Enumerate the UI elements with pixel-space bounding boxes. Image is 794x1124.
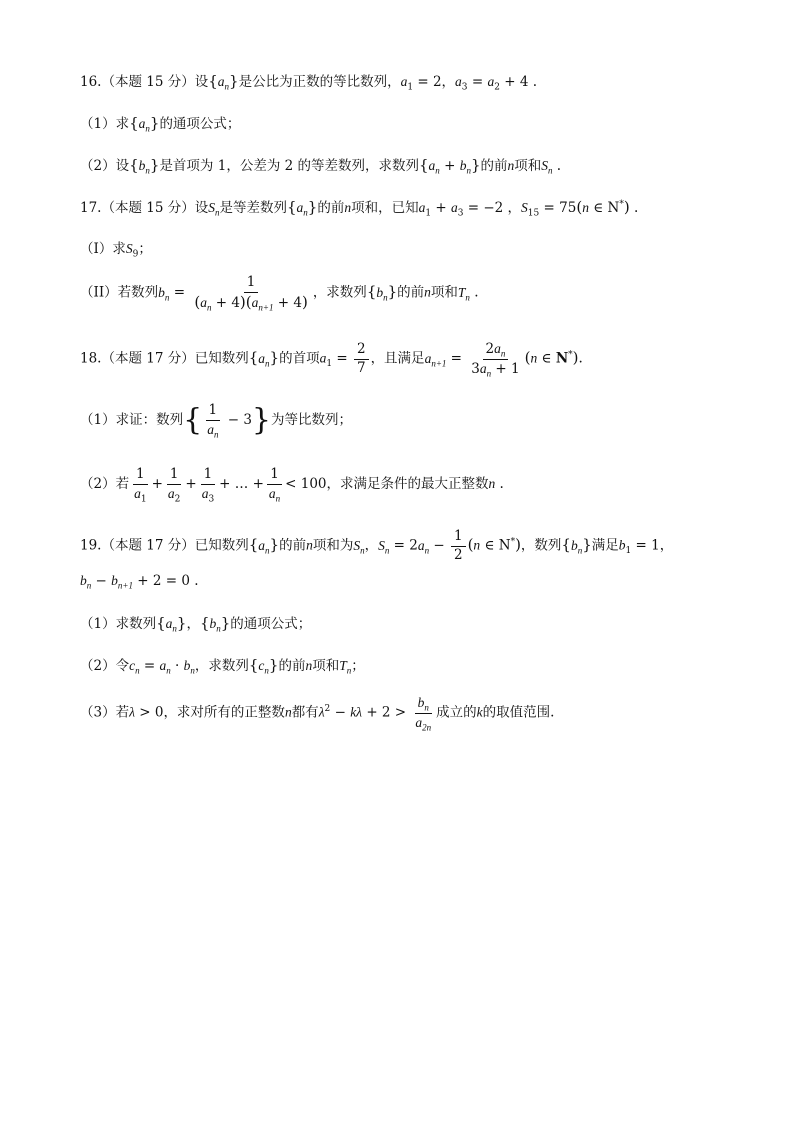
q17-part2: （II）若数列$b_n$ = $\frac{1}{(a_n + 4)(a_{n+1} + 4)}$ ，求数列$\{b_n\}$的前n项和$T_n$ .	[80, 274, 479, 313]
q19-part1: （1）求数列$\{a_n\}$，$\{b_n\}$的通项公式；	[80, 614, 312, 634]
q18-part1: （1）求证：数列{ $\frac{1}{a_n}$ − 3}为等比数列；	[80, 402, 353, 440]
q16-statement: 16.（本题 15 分）设$\{a_n\}$是公比为正数的等比数列，$a_1 = 2$，$a_3 = a_2 + 4$ .	[80, 72, 537, 93]
q19-statement-cont: $b_n - b_{n+1} + 2 = 0$ .	[80, 573, 199, 591]
q19-part2: （2）令$c_n = a_n \cdot b_n$，求数列$\{c_n\}$的前n项和$T_n$；	[80, 656, 365, 676]
q16-part2: （2）设$\{b_n\}$是首项为 1，公差为 2 的等差数列，求数列$\{a_n + b_n\}$的前n项和$S_n$ .	[80, 156, 562, 176]
q19-part3: （3）若λ > 0，求对所有的正整数n都有$\lambda^2 - k\lambda + 2$ > $\frac{b_n}{a_{2n}}$ 成立的k的取值范围.	[80, 695, 555, 733]
q16-head: 16.（本题 15 分）设	[80, 74, 209, 90]
q18-part2: （2）若 $\frac{1}{a_1}$ + $\frac{1}{a_2}$ + $\frac{1}{a_3}$ + … + $\frac{1}{a_n}$ < 100，求满足条件的最大正整数n .	[80, 466, 504, 505]
q16-part1: （1）求$\{a_n\}$的通项公式；	[80, 114, 241, 134]
q17-statement: 17.（本题 15 分）设$S_n$是等差数列$\{a_n\}$的前n项和，已知$a_1 + a_3 = -2$ ，$S_{15} = 75(n$ ∈ N*) .	[80, 198, 639, 219]
q19-statement: 19.（本题 17 分）已知数列$\{a_n\}$的前n项和为$S_n$，$S_n = 2a_n$ − $\frac{1}{2}$ (n ∈ N*)，数列$\{b_n\}$满足$b_1 = 1$，	[80, 528, 674, 563]
q17-part1: （I）求$S_9$；	[80, 241, 152, 260]
q16-desc: 是公比为正数的等比数列，	[238, 74, 401, 90]
q18-statement: 18.（本题 17 分）已知数列$\{a_n\}$的首项$a_1$ = $\frac{2}{7}$ ，且满足$a_{n+1}$ = $\frac{2a_n}{3a_n + 1}$ (n ∈ N*).	[80, 341, 583, 379]
